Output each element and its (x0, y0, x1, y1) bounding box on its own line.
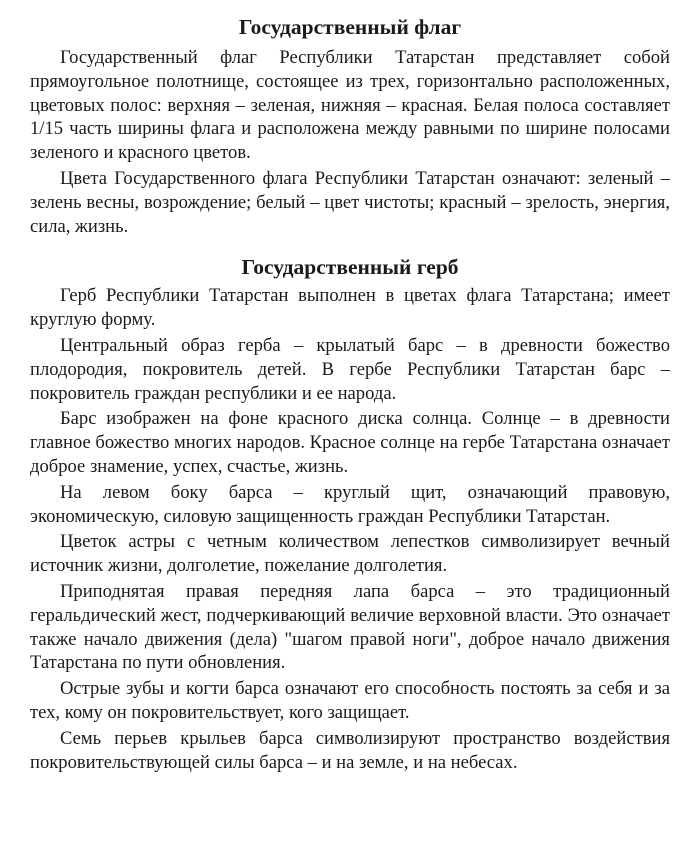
emblem-paragraph: Барс изображен на фоне красного диска солнца. Солнце – в древности главное божество многих народов. Красное солнце на гербе Татарстана означает доброе знамение, успех, счастье, жизнь. (30, 408, 670, 477)
flag-paragraph: Цвета Государственного флага Республики Татарстан означают: зеленый – зелень весны, возрождение; белый – цвет чистоты; красный – зрелость, энергия, сила, жизнь. (30, 167, 670, 237)
flag-section-heading: Государственный флаг (238, 15, 462, 39)
emblem-paragraph: Цветок астры с четным количеством лепестков символизирует вечный источник жизни, долголетие, пожелание долголетия. (30, 531, 670, 577)
emblem-section-heading: Государственный герб (241, 255, 459, 280)
emblem-paragraph: Центральный образ герба – крылатый барс – в древности божество плодородия, покровитель детей. В гербе Республики Татарстан барс – покровитель граждан республики и ее народа. (30, 334, 670, 404)
emblem-paragraph: На левом боку барса – круглый щит, означающий правовую, экономическую, силовую защищенность граждан Республики Татарстан. (30, 481, 670, 527)
emblem-paragraph: Семь перьев крыльев барса символизируют пространство воздействия покровительствующей силы барса – и на земле, и на небесах. (30, 727, 670, 773)
emblem-paragraph: Герб Республики Татарстан выполнен в цветах флага Татарстана; имеет круглую форму. (30, 285, 670, 331)
flag-paragraph: Государственный флаг Республики Татарстан представляет собой прямоугольное полотнище, состоящее из трех, горизонтально расположенных, цветовых полос: верхняя – зеленая, нижняя – красная. Белая полоса составляет 1/15 часть ширины флага и расположена между равными по ширине полосами зеленого и красного цветов. (30, 47, 670, 164)
flag-section-body (30, 46, 670, 238)
emblem-paragraph: Острые зубы и когти барса означают его способность постоять за себя и за тех, кому он покровительствует, кого защищает. (30, 678, 670, 723)
emblem-paragraph: Приподнятая правая передняя лапа барса – это традиционный геральдический жест, подчеркивающий величие верховной власти. Это означает также начало движения (дела) "шагом правой ноги", доброе начало движения Татарстана по пути обновления. (30, 580, 670, 674)
emblem-section-body (30, 284, 670, 774)
